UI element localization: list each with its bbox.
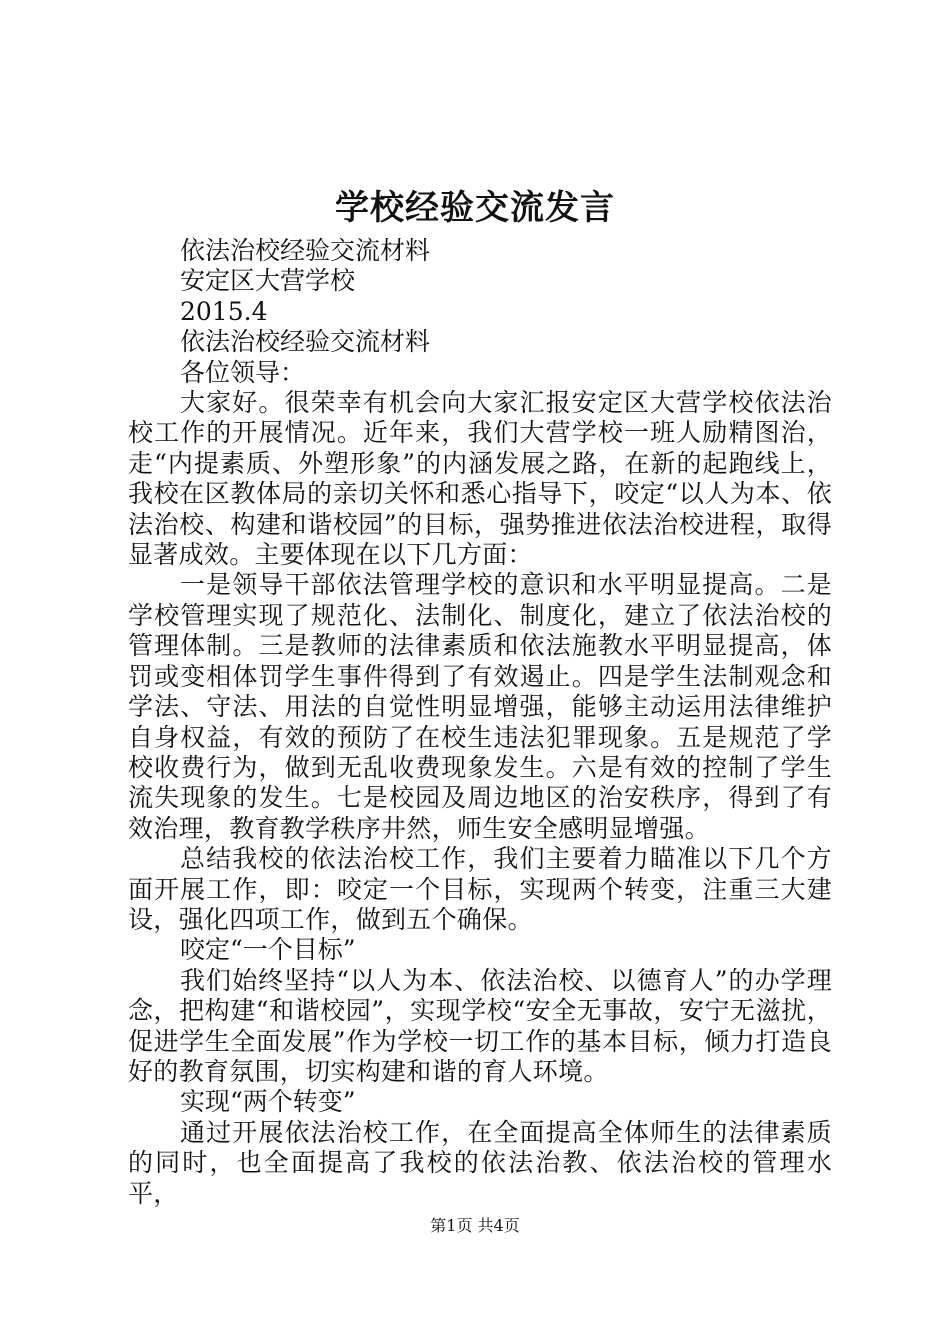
subtitle-repeat-line: 依法治校经验交流材料 [180, 327, 431, 357]
document-title: 学校经验交流发言 [335, 188, 615, 228]
section-heading-two-changes: 实现“两个转变” [180, 1087, 356, 1117]
date-line: 2015.4 [180, 296, 268, 326]
paragraph-intro: 大家好。很荣幸有机会向大家汇报安定区大营学校依法治校工作的开展情况。近年来，我们大营学校一班人励精图治，走“内提素质、外塑形象”的内涵发展之路，在新的起跑线上，我校在区教体局的亲切关怀和悉心指导下，咬定“以人为本、依法治校、构建和谐校园”的目标，强势推进依法治校进程，取得显著成效。主要体现在以下几方面： [128, 388, 832, 570]
salutation-line: 各位领导： [180, 357, 306, 387]
school-name-line: 安定区大营学校 [180, 266, 356, 296]
section-heading-one-goal: 咬定“一个目标” [180, 935, 356, 965]
page-number-footer: 第1页 共4页 [430, 1216, 520, 1235]
paragraph-changes: 通过开展依法治校工作，在全面提高全体师生的法律素质的同时，也全面提高了我校的依法治教、依法治校的管理水平， [128, 1117, 832, 1208]
paragraph-goal: 我们始终坚持“以人为本、依法治校、以德育人”的办学理念，把构建“和谐校园”，实现学校“安全无事故，安宁无滋扰，促进学生全面发展”作为学校一切工作的基本目标，倾力打造良好的教育氛围，切实构建和谐的育人环境。 [128, 965, 832, 1086]
paragraph-summary: 总结我校的依法治校工作，我们主要着力瞄准以下几个方面开展工作，即：咬定一个目标，实现两个转变，注重三大建设，强化四项工作，做到五个确保。 [128, 844, 832, 934]
subtitle-line: 依法治校经验交流材料 [180, 236, 431, 265]
paragraph-results: 一是领导干部依法管理学校的意识和水平明显提高。二是学校管理实现了规范化、法制化、制度化，建立了依法治校的管理体制。三是教师的法律素质和依法施教水平明显提高，体罚或变相体罚学生事件得到了有效遏止。四是学生法制观念和学法、守法、用法的自觉性明显增强，能够主动运用法律维护自身权益，有效的预防了在校生违法犯罪现象。五是规范了学校收费行为，做到无乱收费现象发生。六是有效的控制了学生流失现象的发生。七是校园及周边地区的治安秩序，得到了有效治理，教育教学秩序井然，师生安全感明显增强。 [128, 570, 832, 843]
document-body [128, 236, 832, 1209]
